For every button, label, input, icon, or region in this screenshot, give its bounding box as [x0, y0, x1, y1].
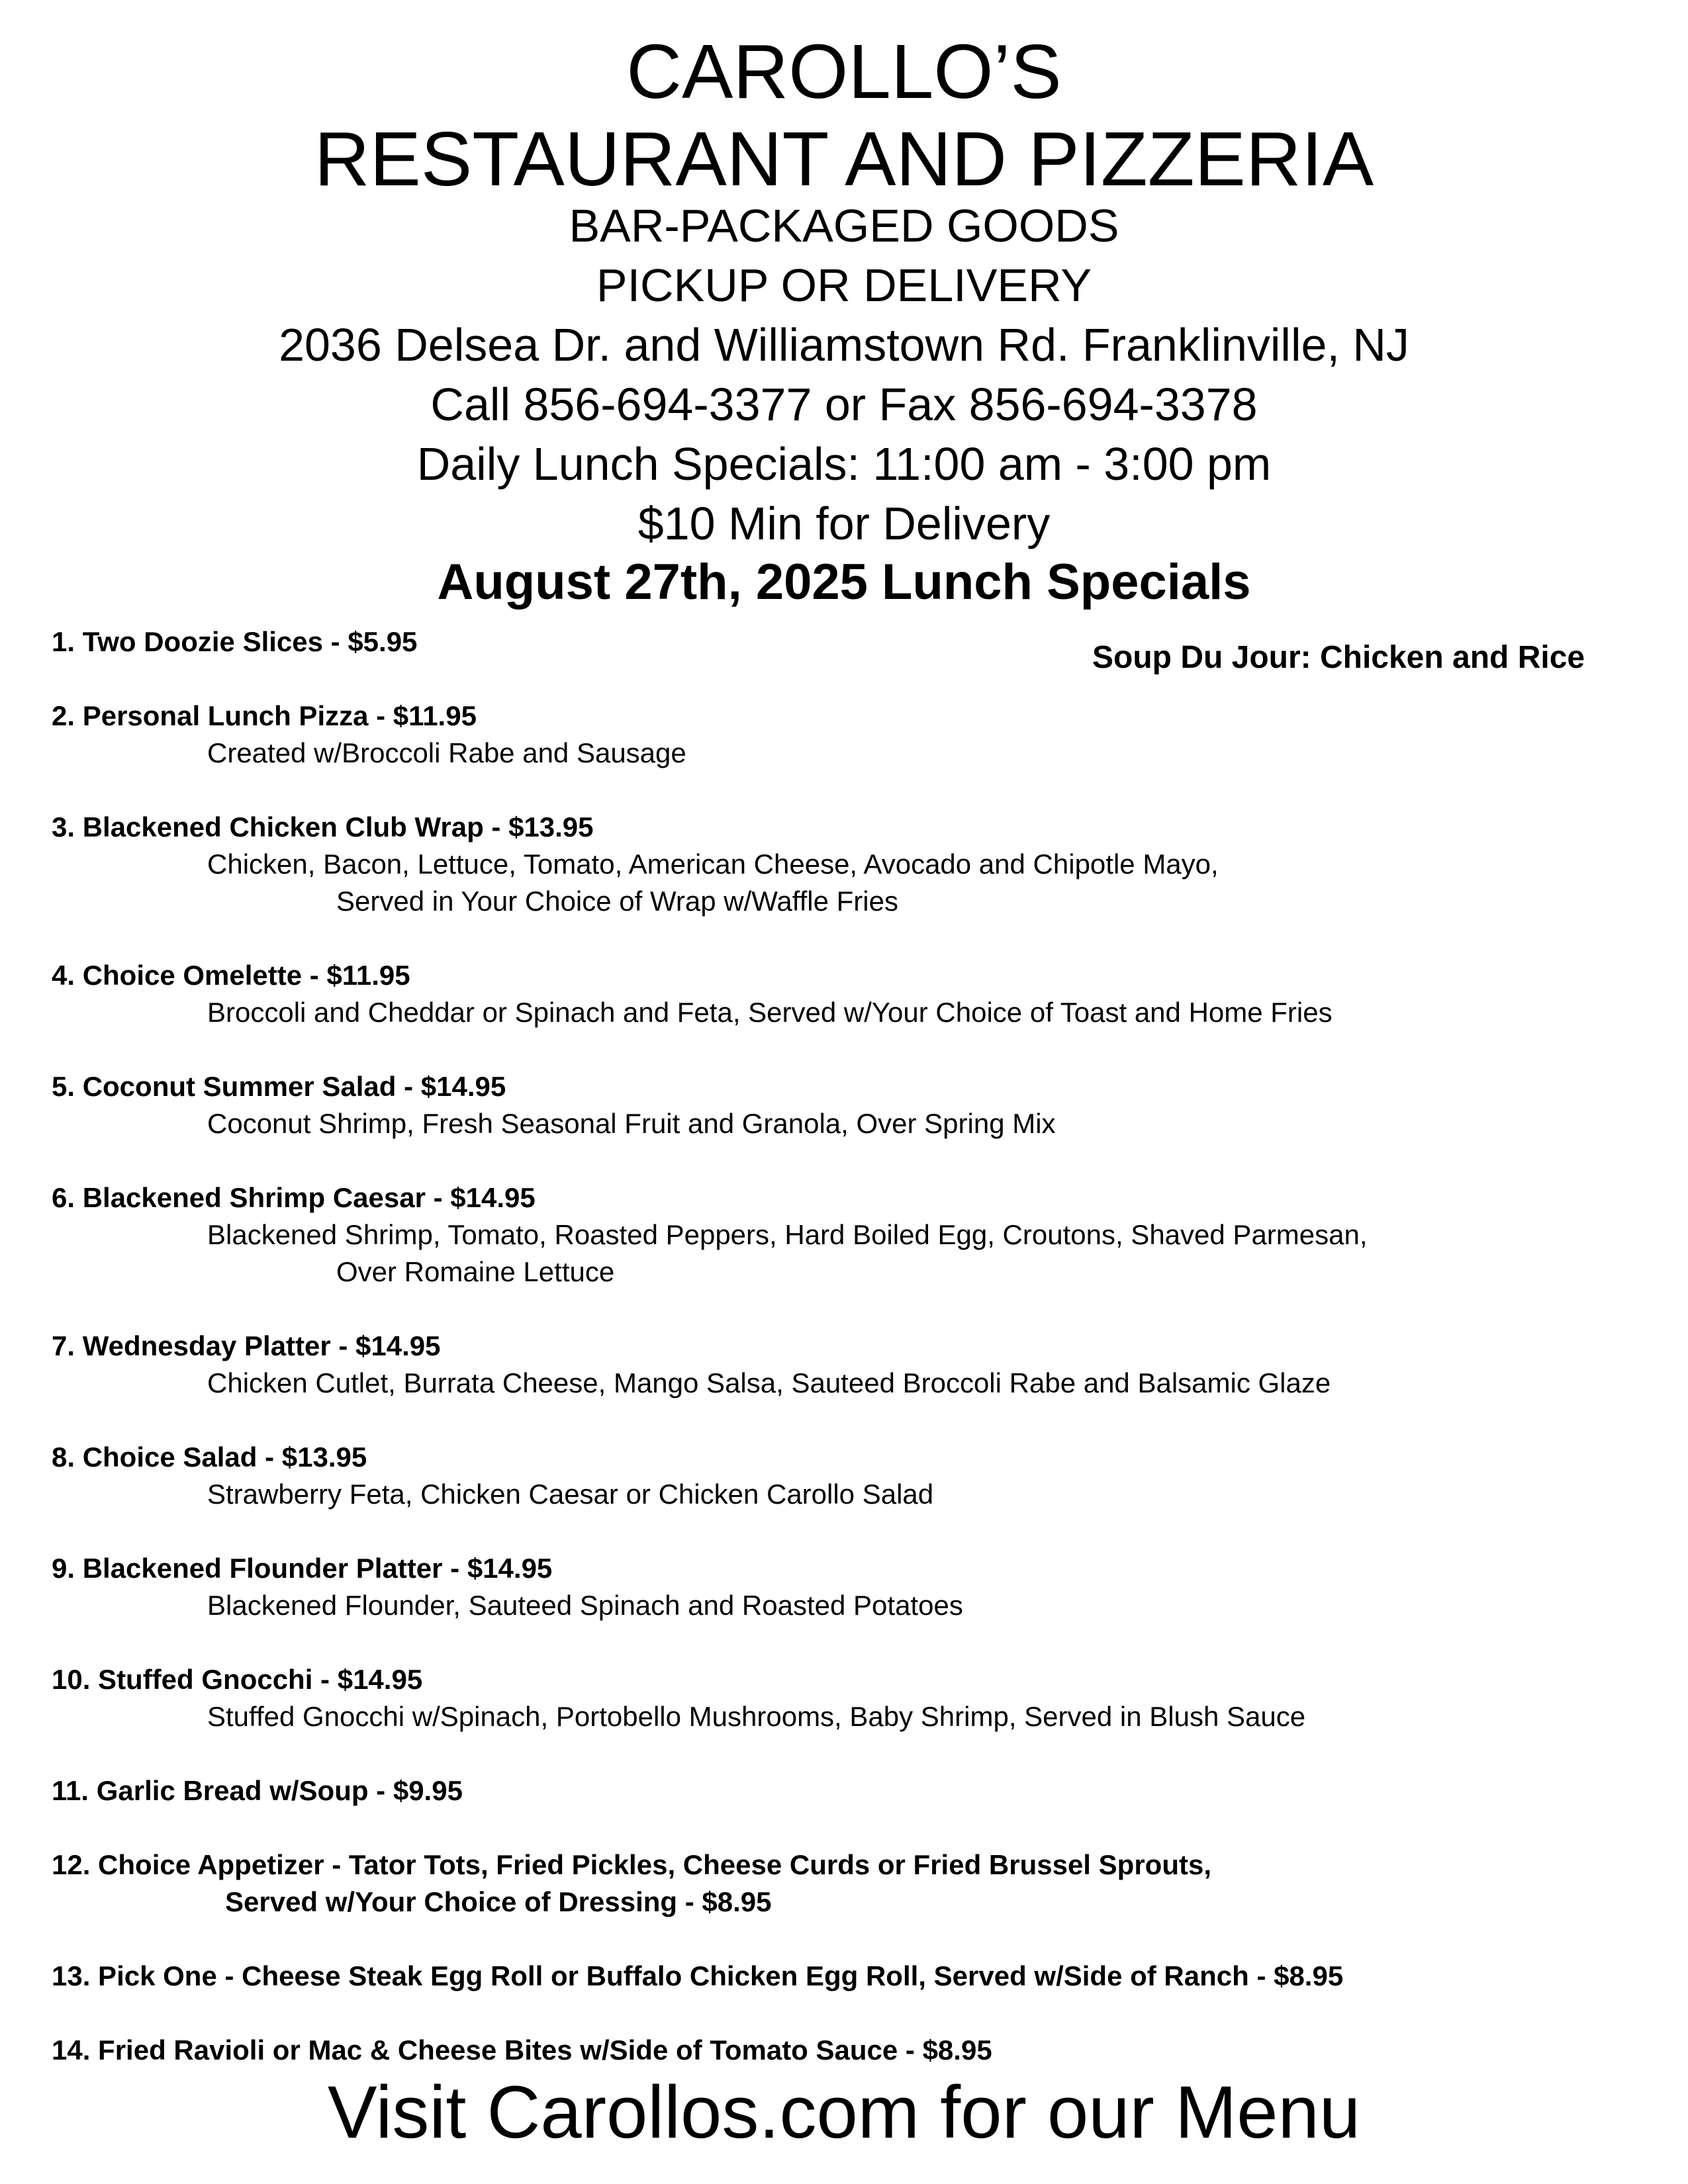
menu-item-title: 7. Wednesday Platter - $14.95 — [52, 1330, 441, 1361]
pickup-delivery-line: PICKUP OR DELIVERY — [596, 259, 1092, 311]
menu-item-title: 4. Choice Omelette - $11.95 — [52, 960, 410, 991]
menu-item-title: 12. Choice Appetizer - Tator Tots, Fried Pickles, Cheese Curds or Fried Brussel Sprouts, — [52, 1849, 1211, 1880]
restaurant-name-line2: RESTAURANT AND PIZZERIA — [314, 116, 1374, 202]
menu-item-description: Blackened Flounder, Sauteed Spinach and Roasted Potatoes — [207, 1590, 963, 1621]
menu-item-description: Broccoli and Cheddar or Spinach and Feta, Served w/Your Choice of Toast and Home Fries — [207, 997, 1333, 1028]
menu-item — [52, 1328, 1640, 1402]
specials-date-title: August 27th, 2025 Lunch Specials — [437, 554, 1251, 610]
menu-item — [52, 623, 1640, 660]
menu-item-title: 2. Personal Lunch Pizza - $11.95 — [52, 700, 477, 731]
bar-packaged-goods-line: BAR-PACKAGED GOODS — [569, 200, 1119, 251]
menu-item-title: 3. Blackened Chicken Club Wrap - $13.95 — [52, 811, 594, 842]
address-line: 2036 Delsea Dr. and Williamstown Rd. Franklinville, NJ — [279, 319, 1409, 371]
menu-item-description: Chicken, Bacon, Lettuce, Tomato, American Cheese, Avocado and Chipotle Mayo, — [207, 848, 1219, 880]
menu-item — [52, 1661, 1640, 1735]
menu-item-description-continued: Over Romaine Lettuce — [336, 1256, 615, 1287]
menu-item-title: 6. Blackened Shrimp Caesar - $14.95 — [52, 1182, 536, 1213]
menu-item — [52, 698, 1640, 772]
menu-item-description: Coconut Shrimp, Fresh Seasonal Fruit and Granola, Over Spring Mix — [207, 1108, 1056, 1139]
menu-item-description: Strawberry Feta, Chicken Caesar or Chicken Carollo Salad — [207, 1479, 934, 1510]
specials-list — [52, 623, 1640, 2106]
menu-item-title: 10. Stuffed Gnocchi - $14.95 — [52, 1664, 423, 1695]
menu-item — [52, 1772, 1640, 1809]
restaurant-name-line1: CAROLLO’S — [626, 28, 1062, 114]
menu-item-description-continued: Served in Your Choice of Wrap w/Waffle Fries — [336, 886, 898, 917]
menu-item-title: 14. Fried Ravioli or Mac & Cheese Bites w/Side of Tomato Sauce - $8.95 — [52, 2034, 992, 2066]
menu-item-description: Chicken Cutlet, Burrata Cheese, Mango Salsa, Sauteed Broccoli Rabe and Balsamic Glaze — [207, 1367, 1331, 1398]
menu-item — [52, 1958, 1640, 1995]
menu-item-title: 11. Garlic Bread w/Soup - $9.95 — [52, 1775, 463, 1806]
soup-du-jour: Soup Du Jour: Chicken and Rice — [1092, 640, 1585, 675]
menu-item — [52, 809, 1640, 920]
menu-item-title: 1. Two Doozie Slices - $5.95 — [52, 626, 418, 657]
menu-item-title: 13. Pick One - Cheese Steak Egg Roll or Buffalo Chicken Egg Roll, Served w/Side of Ranch - $8.95 — [52, 1960, 1344, 1991]
delivery-minimum-line: $10 Min for Delivery — [637, 498, 1051, 549]
menu-item-title: 8. Choice Salad - $13.95 — [52, 1441, 367, 1473]
website-footer: Visit Carollos.com for our Menu — [327, 2071, 1361, 2154]
menu-item — [52, 957, 1640, 1031]
menu-item-description: Blackened Shrimp, Tomato, Roasted Peppers, Hard Boiled Egg, Croutons, Shaved Parmesan, — [207, 1219, 1368, 1250]
menu-item — [52, 1550, 1640, 1624]
lunch-hours-line: Daily Lunch Specials: 11:00 am - 3:00 pm — [416, 438, 1272, 490]
menu-item — [52, 2032, 1640, 2069]
menu-item-title-continued: Served w/Your Choice of Dressing - $8.95 — [225, 1886, 772, 1917]
menu-item-title: 5. Coconut Summer Salad - $14.95 — [52, 1071, 506, 1102]
menu-item — [52, 1068, 1640, 1142]
menu-item-description: Created w/Broccoli Rabe and Sausage — [207, 737, 686, 768]
menu-item-title: 9. Blackened Flounder Platter - $14.95 — [52, 1553, 553, 1584]
menu-item — [52, 1179, 1640, 1291]
menu-item-description: Stuffed Gnocchi w/Spinach, Portobello Mushrooms, Baby Shrimp, Served in Blush Sauce — [207, 1701, 1306, 1732]
phone-fax-line: Call 856-694-3377 or Fax 856-694-3378 — [430, 379, 1258, 430]
menu-item — [52, 1846, 1640, 1921]
menu-item — [52, 1439, 1640, 1513]
